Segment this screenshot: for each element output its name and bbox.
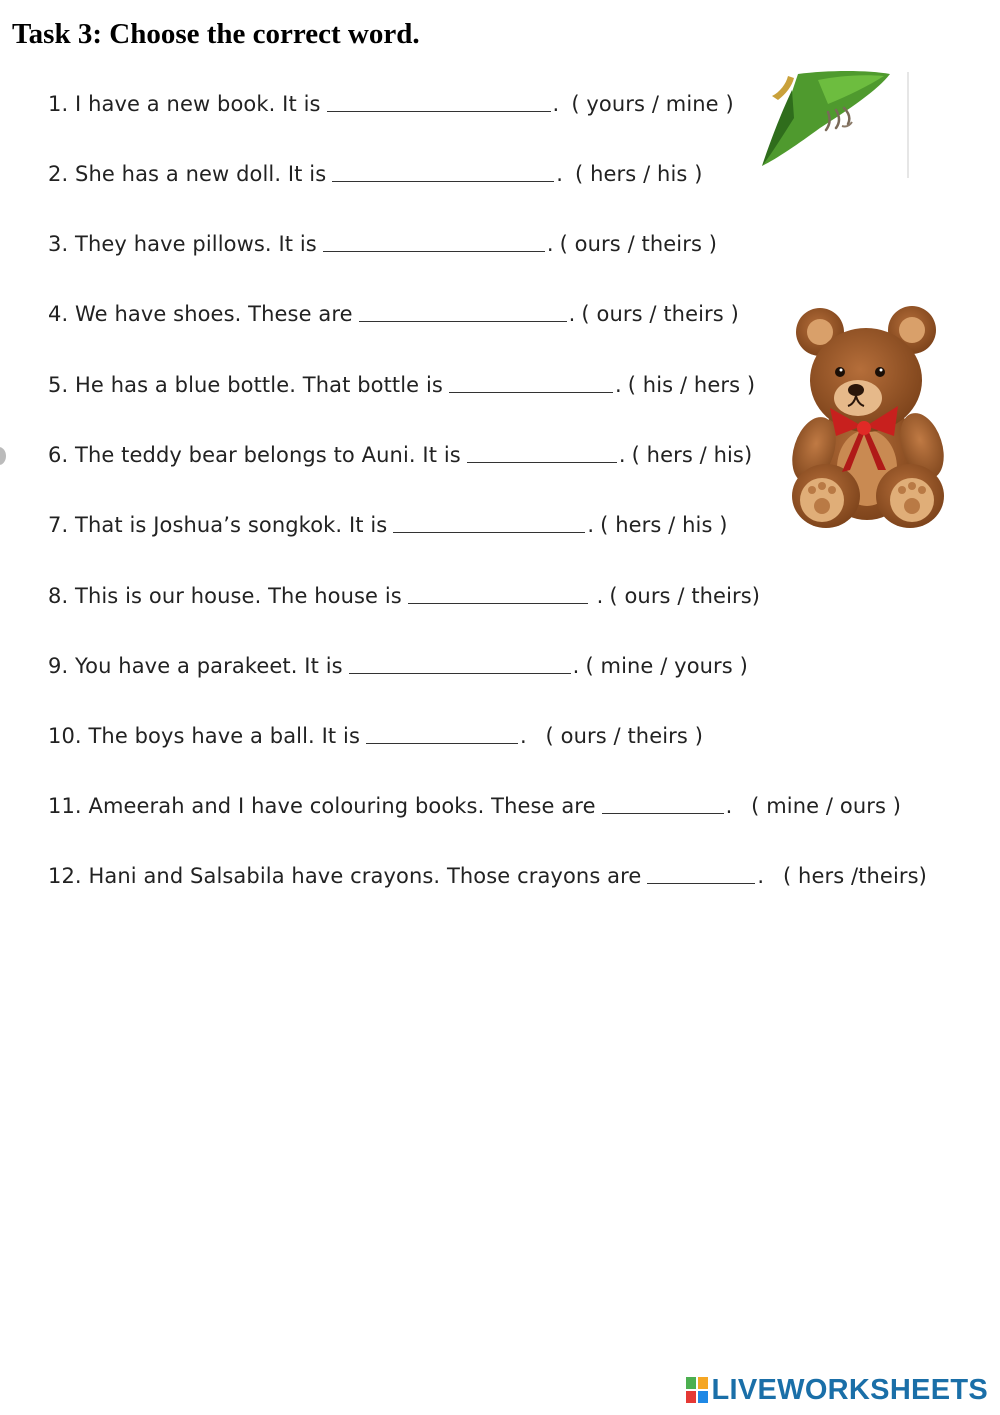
answer-blank-4[interactable] bbox=[359, 299, 567, 322]
question-9: 9. You have a parakeet. It is . ( mine / yours ) bbox=[48, 644, 748, 678]
question-1: 1. I have a new book. It is . ( yours / mine ) bbox=[48, 82, 734, 116]
question-text: He has a blue bottle. That bottle is bbox=[75, 373, 443, 397]
liveworksheets-logo-icon bbox=[686, 1377, 708, 1403]
answer-options: ( his / hers ) bbox=[627, 373, 756, 397]
question-8: 8. This is our house. The house is . ( ours / theirs) bbox=[48, 574, 760, 608]
question-number: 9. bbox=[48, 654, 69, 678]
liveworksheets-logo[interactable] bbox=[686, 1372, 989, 1408]
logo-text: LIVEWORKSHEETS bbox=[711, 1373, 988, 1406]
question-number: 7. bbox=[48, 513, 69, 537]
answer-blank-9[interactable] bbox=[349, 651, 571, 674]
question-number: 6. bbox=[48, 443, 69, 467]
question-text: This is our house. The house is bbox=[75, 584, 402, 608]
question-2: 2. She has a new doll. It is . ( hers / his ) bbox=[48, 152, 703, 186]
question-text: The boys have a ball. It is bbox=[88, 724, 360, 748]
answer-options: ( hers / his ) bbox=[600, 513, 728, 537]
question-number: 11. bbox=[48, 794, 82, 818]
question-11: 11. Ameerah and I have colouring books. These are . ( mine / ours ) bbox=[48, 784, 901, 818]
answer-blank-12[interactable] bbox=[647, 861, 755, 884]
question-text: I have a new book. It is bbox=[75, 92, 321, 116]
question-text: The teddy bear belongs to Auni. It is bbox=[75, 443, 461, 467]
question-number: 3. bbox=[48, 232, 69, 256]
question-6: 6. The teddy bear belongs to Auni. It is . ( hers / his) bbox=[48, 433, 752, 467]
answer-blank-2[interactable] bbox=[332, 159, 554, 182]
question-text: Ameerah and I have colouring books. These are bbox=[88, 794, 596, 818]
answer-options: ( yours / mine ) bbox=[571, 92, 734, 116]
answer-options: ( mine / yours ) bbox=[585, 654, 748, 678]
margin-marker bbox=[0, 447, 6, 465]
answer-options: ( ours / theirs ) bbox=[559, 232, 718, 256]
question-4: 4. We have shoes. These are . ( ours / theirs ) bbox=[48, 292, 739, 326]
answer-blank-5[interactable] bbox=[449, 370, 613, 393]
answer-options: ( hers / his) bbox=[631, 443, 753, 467]
answer-blank-1[interactable] bbox=[327, 89, 551, 112]
answer-options: ( ours / theirs) bbox=[609, 584, 761, 608]
answer-options: ( ours / theirs ) bbox=[545, 724, 704, 748]
teddy-bear-image bbox=[790, 300, 945, 532]
question-number: 4. bbox=[48, 302, 69, 326]
parakeet-image bbox=[758, 70, 910, 180]
question-text: She has a new doll. It is bbox=[75, 162, 327, 186]
question-number: 10. bbox=[48, 724, 82, 748]
question-text: We have shoes. These are bbox=[75, 302, 353, 326]
answer-blank-8[interactable] bbox=[408, 581, 588, 604]
answer-blank-6[interactable] bbox=[467, 440, 617, 463]
answer-options: ( mine / ours ) bbox=[751, 794, 902, 818]
question-text: You have a parakeet. It is bbox=[75, 654, 343, 678]
question-number: 12. bbox=[48, 864, 82, 888]
question-text: Hani and Salsabila have crayons. Those crayons are bbox=[88, 864, 642, 888]
question-number: 1. bbox=[48, 92, 69, 116]
question-12: 12. Hani and Salsabila have crayons. Those crayons are . ( hers /theirs) bbox=[48, 854, 927, 888]
answer-blank-7[interactable] bbox=[393, 510, 585, 533]
question-3: 3. They have pillows. It is . ( ours / theirs ) bbox=[48, 222, 717, 256]
answer-blank-10[interactable] bbox=[366, 721, 518, 744]
answer-options: ( hers /theirs) bbox=[782, 864, 927, 888]
answer-options: ( ours / theirs ) bbox=[581, 302, 739, 326]
answer-options: ( hers / his ) bbox=[575, 162, 703, 186]
question-number: 8. bbox=[48, 584, 69, 608]
page-title: Task 3: Choose the correct word. bbox=[12, 18, 420, 50]
question-7: 7. That is Joshua’s songkok. It is . ( hers / his ) bbox=[48, 503, 728, 537]
question-text: That is Joshua’s songkok. It is bbox=[75, 513, 388, 537]
question-5: 5. He has a blue bottle. That bottle is . ( his / hers ) bbox=[48, 363, 755, 397]
answer-blank-3[interactable] bbox=[323, 229, 545, 252]
question-number: 5. bbox=[48, 373, 69, 397]
question-number: 2. bbox=[48, 162, 69, 186]
answer-blank-11[interactable] bbox=[602, 791, 724, 814]
question-text: They have pillows. It is bbox=[75, 232, 317, 256]
question-10: 10. The boys have a ball. It is . ( ours / theirs ) bbox=[48, 714, 703, 748]
